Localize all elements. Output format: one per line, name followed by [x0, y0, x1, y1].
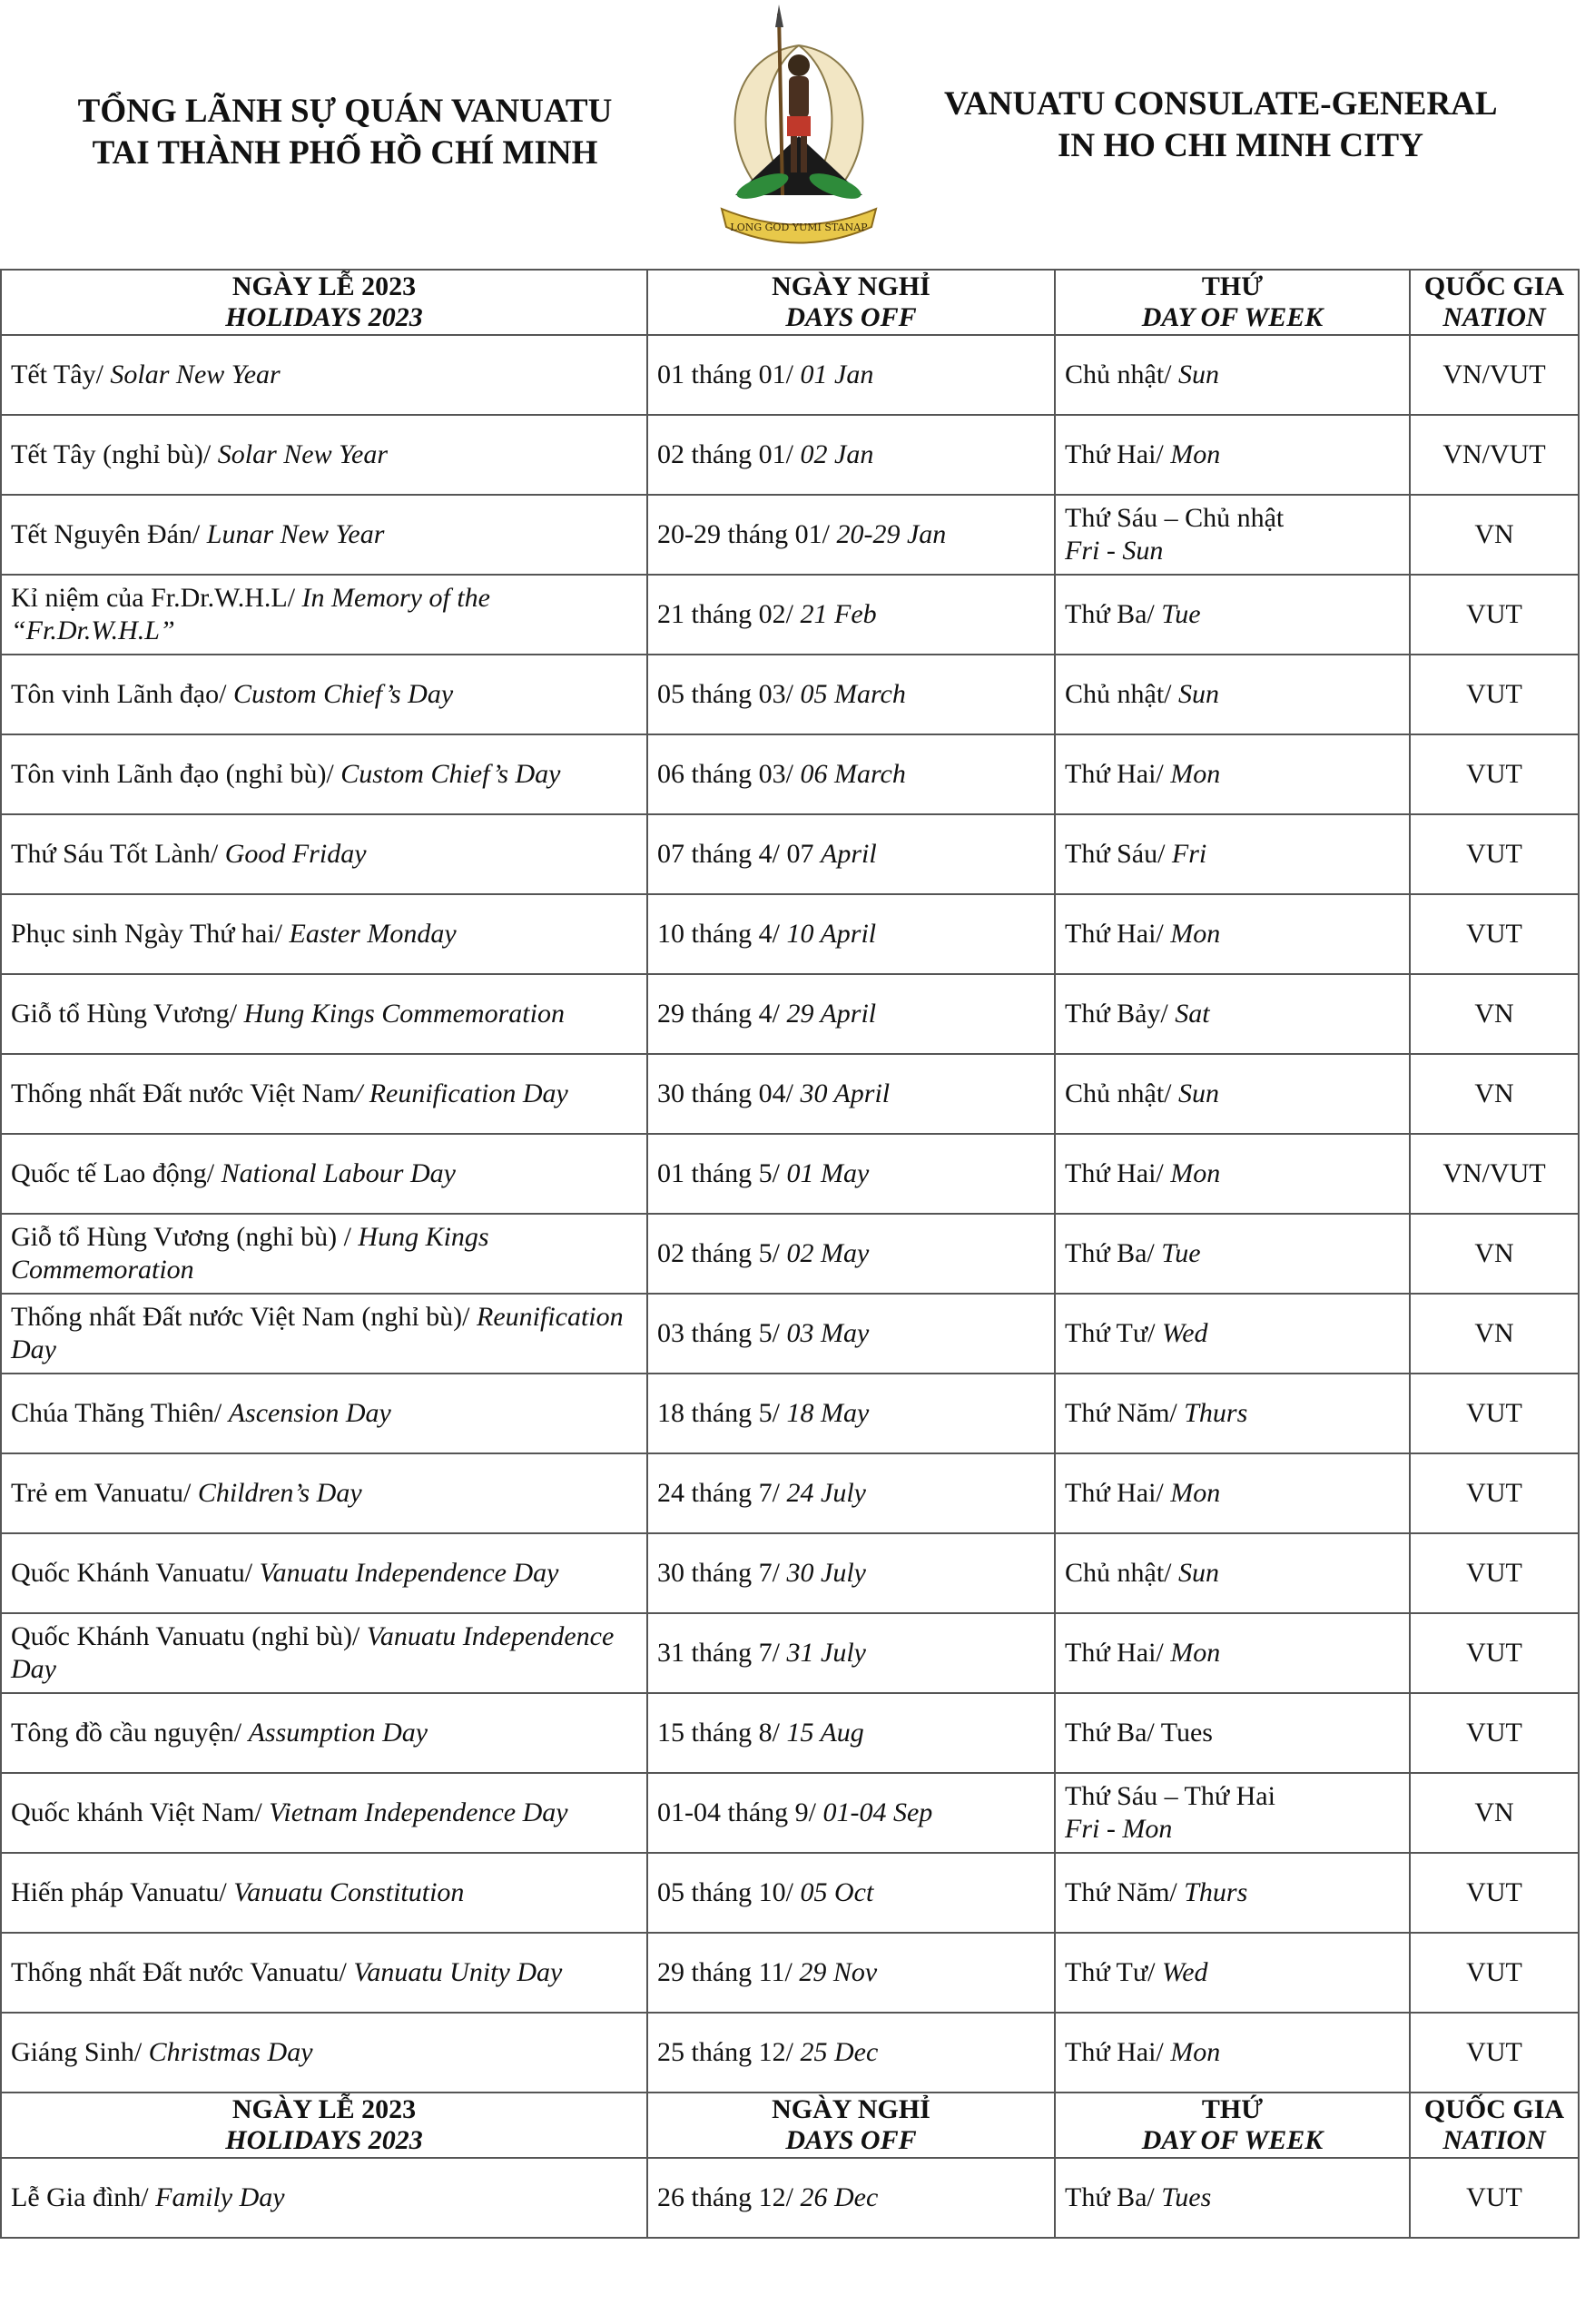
- holiday-name-vi: Tôn vinh Lãnh đạo (nghỉ bù)/: [11, 759, 341, 789]
- nation-cell: VN/VUT: [1410, 415, 1579, 495]
- holiday-name-en: Custom Chief’s Day: [232, 679, 454, 709]
- day-of-week-vi: Thứ Hai/: [1065, 2037, 1171, 2067]
- holiday-name-cell: [1, 734, 647, 814]
- holiday-name-en: Solar New Year: [110, 359, 281, 389]
- days-off-en: 01-04 Sep: [822, 1797, 933, 1827]
- days-off-vi: 24 tháng 7/: [657, 1478, 787, 1508]
- days-off-vi: 21 tháng 02/: [657, 599, 801, 629]
- nation-cell: VN: [1410, 1054, 1579, 1134]
- day-of-week-en: Tue: [1161, 1238, 1201, 1268]
- days-off-en: 24 July: [786, 1478, 866, 1508]
- days-off-en: 21 Feb: [800, 599, 877, 629]
- holiday-name-en: Assumption Day: [248, 1718, 428, 1748]
- day-of-week-vi: Chủ nhật/: [1065, 359, 1178, 389]
- table-row: [1, 2158, 1579, 2238]
- day-of-week-en: Wed: [1161, 1957, 1208, 1987]
- day-of-week-cell: [1055, 335, 1410, 415]
- header-holiday-en: HOLIDAYS 2023: [225, 2125, 423, 2155]
- nation-cell: VUT: [1410, 2158, 1579, 2238]
- holiday-name-en: Ascension Day: [228, 1398, 391, 1428]
- day-of-week-cell: [1055, 1214, 1410, 1294]
- days-off-vi: 06 tháng 03/: [657, 759, 801, 789]
- day-of-week-en: Mon: [1170, 439, 1221, 469]
- holiday-name-vi: Thống nhất Đất nước Việt Nam: [11, 1078, 355, 1108]
- header-holiday: [1, 2093, 647, 2158]
- holiday-name-cell: [1, 335, 647, 415]
- holiday-name-cell: [1, 2158, 647, 2238]
- table-row: [1, 1294, 1579, 1374]
- vanuatu-coat-of-arms-emblem: [699, 0, 899, 250]
- days-off-cell: [647, 1134, 1055, 1214]
- day-of-week-en: Mon: [1170, 1478, 1221, 1508]
- holiday-name-en: / Reunification Day: [354, 1078, 568, 1108]
- holiday-name-en: Solar New Year: [217, 439, 388, 469]
- table-row: [1, 974, 1579, 1054]
- holiday-name-en: Vietnam Independence Day: [269, 1797, 568, 1827]
- table-row: [1, 814, 1579, 894]
- holiday-name-cell: [1, 1294, 647, 1374]
- emblem-motto: LONG GOD YUMI STANAP: [730, 222, 868, 233]
- table-row: [1, 495, 1579, 575]
- days-off-cell: [647, 415, 1055, 495]
- holiday-name-vi: Chúa Thăng Thiên/: [11, 1398, 229, 1428]
- holiday-name-vi: Phục sinh Ngày Thứ hai/: [11, 919, 290, 949]
- days-off-vi: 02 tháng 01/: [657, 439, 801, 469]
- days-off-en: 01 Jan: [800, 359, 874, 389]
- days-off-vi: 01-04 tháng 9/: [657, 1797, 823, 1827]
- day-of-week-cell: [1055, 974, 1410, 1054]
- day-of-week-en: Sun: [1178, 1558, 1219, 1588]
- holiday-name-vi: Thứ Sáu Tốt Lành/: [11, 839, 225, 869]
- days-off-cell: [647, 495, 1055, 575]
- holiday-name-vi: Kỉ niệm của Fr.Dr.W.H.L/: [11, 583, 302, 613]
- letterhead: [0, 0, 1585, 263]
- header-nation: [1410, 2093, 1579, 2158]
- day-of-week-vi: Thứ Ba/ Tues: [1065, 1718, 1213, 1748]
- nation-cell: VUT: [1410, 814, 1579, 894]
- day-of-week-vi: Thứ Ba/: [1065, 2182, 1162, 2212]
- holiday-name-cell: [1, 1613, 647, 1693]
- header-holiday-vi: NGÀY LỄ 2023: [231, 2094, 417, 2124]
- days-off-en: 30 April: [800, 1078, 891, 1108]
- header-days-off: [647, 270, 1055, 335]
- header-day-of-week-en: DAY OF WEEK: [1141, 2125, 1324, 2155]
- day-of-week-en: Thurs: [1184, 1398, 1248, 1428]
- holiday-name-vi: Quốc Khánh Vanuatu (nghỉ bù)/: [11, 1621, 367, 1651]
- days-off-vi: 25 tháng 12/: [657, 2037, 801, 2067]
- day-of-week-vi: Chủ nhật/: [1065, 1558, 1178, 1588]
- table-row: [1, 1773, 1579, 1853]
- day-of-week-cell: [1055, 2013, 1410, 2093]
- header-days-off-en: DAYS OFF: [785, 2125, 917, 2155]
- days-off-en: 29 Nov: [799, 1957, 878, 1987]
- holiday-name-en: Custom Chief’s Day: [340, 759, 561, 789]
- holiday-name-cell: [1, 974, 647, 1054]
- day-of-week-vi: Thứ Ba/: [1065, 1238, 1162, 1268]
- days-off-cell: [647, 2158, 1055, 2238]
- days-off-vi: 05 tháng 03/: [657, 679, 801, 709]
- day-of-week-en: Tue: [1161, 599, 1201, 629]
- days-off-vi: 01 tháng 5/: [657, 1158, 787, 1188]
- header-nation: [1410, 270, 1579, 335]
- holiday-name-vi: Giỗ tổ Hùng Vương/: [11, 999, 244, 1029]
- header-days-off: [647, 2093, 1055, 2158]
- holiday-name-vi: Giáng Sinh/: [11, 2037, 149, 2067]
- days-off-vi: 05 tháng 10/: [657, 1877, 801, 1907]
- header-days-off-vi: NGÀY NGHỈ: [772, 271, 930, 301]
- day-of-week-en: Sat: [1175, 999, 1210, 1029]
- table-row: [1, 335, 1579, 415]
- nation-cell: VN: [1410, 974, 1579, 1054]
- day-of-week-cell: [1055, 734, 1410, 814]
- day-of-week-en: Mon: [1170, 2037, 1221, 2067]
- header-holiday-vi: NGÀY LỄ 2023: [231, 271, 417, 301]
- day-of-week-cell: [1055, 1294, 1410, 1374]
- days-off-en: 03 May: [786, 1318, 870, 1348]
- table-row: [1, 655, 1579, 734]
- table-row: [1, 575, 1579, 655]
- nation-cell: VUT: [1410, 2013, 1579, 2093]
- days-off-cell: [647, 1933, 1055, 2013]
- day-of-week-vi: Thứ Hai/: [1065, 1638, 1171, 1668]
- header-days-off-vi: NGÀY NGHỈ: [772, 2094, 930, 2124]
- holiday-name-cell: [1, 1134, 647, 1214]
- day-of-week-cell: [1055, 655, 1410, 734]
- day-of-week-cell: [1055, 1054, 1410, 1134]
- days-off-vi: 02 tháng 5/: [657, 1238, 787, 1268]
- day-of-week-vi: Thứ Năm/: [1065, 1877, 1185, 1907]
- day-of-week-vi: Thứ Năm/: [1065, 1398, 1185, 1428]
- holiday-name-vi: Thống nhất Đất nước Vanuatu/: [11, 1957, 354, 1987]
- day-of-week-en: Mon: [1170, 759, 1221, 789]
- nation-cell: VUT: [1410, 575, 1579, 655]
- day-of-week-en: Fri: [1171, 839, 1207, 869]
- days-off-cell: [647, 734, 1055, 814]
- days-off-cell: [647, 1214, 1055, 1294]
- day-of-week-vi: Thứ Sáu – Chủ nhật: [1065, 503, 1285, 533]
- day-of-week-vi: Thứ Bảy/: [1065, 999, 1176, 1029]
- day-of-week-cell: [1055, 1134, 1410, 1214]
- days-off-cell: [647, 1294, 1055, 1374]
- days-off-cell: [647, 1853, 1055, 1933]
- consulate-name-en-line2: IN HO CHI MINH CITY: [1058, 127, 1423, 164]
- holiday-name-vi: Hiến pháp Vanuatu/: [11, 1877, 234, 1907]
- nation-cell: VUT: [1410, 1693, 1579, 1773]
- day-of-week-cell: [1055, 1453, 1410, 1533]
- consulate-name-vietnamese: [45, 91, 645, 174]
- days-off-vi: 30 tháng 7/: [657, 1558, 787, 1588]
- holiday-name-en: Reunification Day: [11, 1302, 624, 1364]
- table-row: [1, 2013, 1579, 2093]
- holiday-name-en: Good Friday: [224, 839, 367, 869]
- days-off-en: 02 Jan: [800, 439, 874, 469]
- day-of-week-en: Sun: [1178, 1078, 1219, 1108]
- days-off-cell: [647, 2013, 1055, 2093]
- holiday-name-cell: [1, 1374, 647, 1453]
- nation-cell: VUT: [1410, 894, 1579, 974]
- days-off-en: 10 April: [786, 919, 877, 949]
- holiday-name-cell: [1, 814, 647, 894]
- nation-cell: VUT: [1410, 1453, 1579, 1533]
- consulate-name-vi-line1: TỔNG LÃNH SỰ QUÁN VANUATU: [77, 93, 613, 130]
- day-of-week-vi: Thứ Hai/: [1065, 1158, 1171, 1188]
- holiday-name-cell: [1, 1853, 647, 1933]
- days-off-cell: [647, 1773, 1055, 1853]
- header-days-off-en: DAYS OFF: [785, 302, 917, 332]
- table-row: [1, 1214, 1579, 1294]
- day-of-week-vi: Thứ Tư/: [1065, 1957, 1162, 1987]
- holiday-name-cell: [1, 655, 647, 734]
- day-of-week-cell: [1055, 415, 1410, 495]
- holiday-name-cell: [1, 495, 647, 575]
- nation-cell: VN: [1410, 1214, 1579, 1294]
- nation-cell: VN: [1410, 1294, 1579, 1374]
- holiday-name-en: In Memory of the “Fr.Dr.W.H.L”: [11, 583, 490, 645]
- day-of-week-vi: Thứ Hai/: [1065, 919, 1171, 949]
- header-nation-en: NATION: [1442, 302, 1546, 332]
- day-of-week-vi: Chủ nhật/: [1065, 679, 1178, 709]
- holidays-table-body: [1, 270, 1579, 2238]
- holiday-name-cell: [1, 575, 647, 655]
- nation-cell: VUT: [1410, 655, 1579, 734]
- header-holiday-en: HOLIDAYS 2023: [225, 302, 423, 332]
- holiday-name-en: Easter Monday: [289, 919, 457, 949]
- days-off-cell: [647, 1613, 1055, 1693]
- header-day-of-week-vi: THỨ: [1201, 2094, 1264, 2124]
- days-off-vi: 10 tháng 4/: [657, 919, 787, 949]
- days-off-en: 01 May: [786, 1158, 870, 1188]
- holiday-name-cell: [1, 2013, 647, 2093]
- holiday-name-en: Vanuatu Independence Day: [11, 1621, 615, 1684]
- day-of-week-cell: [1055, 1374, 1410, 1453]
- day-of-week-cell: [1055, 1933, 1410, 2013]
- days-off-cell: [647, 1374, 1055, 1453]
- nation-cell: VUT: [1410, 1533, 1579, 1613]
- holiday-name-cell: [1, 1933, 647, 2013]
- header-holiday: [1, 270, 647, 335]
- holiday-name-vi: Quốc Khánh Vanuatu/: [11, 1558, 260, 1588]
- header-nation-vi: QUỐC GIA: [1423, 2094, 1565, 2124]
- nation-cell: VUT: [1410, 1853, 1579, 1933]
- consulate-name-english: [944, 84, 1585, 167]
- consulate-name-en-line1: VANUATU CONSULATE-GENERAL: [944, 85, 1498, 123]
- consulate-name-vi-line2: TAI THÀNH PHỐ HỒ CHÍ MINH: [92, 134, 598, 172]
- day-of-week-vi: Thứ Hai/: [1065, 1478, 1171, 1508]
- day-of-week-vi: Thứ Hai/: [1065, 759, 1171, 789]
- days-off-en: 15 Aug: [786, 1718, 864, 1748]
- holiday-name-en: Christmas Day: [148, 2037, 313, 2067]
- holiday-name-vi: Quốc khánh Việt Nam/: [11, 1797, 270, 1827]
- days-off-en: 06 March: [800, 759, 906, 789]
- day-of-week-cell: [1055, 894, 1410, 974]
- table-row: [1, 1853, 1579, 1933]
- day-of-week-cell: [1055, 1693, 1410, 1773]
- table-row: [1, 1134, 1579, 1214]
- days-off-vi: 07 tháng 4/ 07: [657, 839, 821, 869]
- holiday-name-en: National Labour Day: [221, 1158, 456, 1188]
- day-of-week-en: Thurs: [1184, 1877, 1248, 1907]
- nation-cell: VN/VUT: [1410, 1134, 1579, 1214]
- holiday-name-en: Hung Kings Commemoration: [11, 1222, 489, 1285]
- nation-cell: VN/VUT: [1410, 335, 1579, 415]
- days-off-en: 02 May: [786, 1238, 870, 1268]
- day-of-week-cell: [1055, 814, 1410, 894]
- holiday-name-cell: [1, 1773, 647, 1853]
- day-of-week-en: Sun: [1178, 359, 1219, 389]
- days-off-cell: [647, 655, 1055, 734]
- days-off-cell: [647, 894, 1055, 974]
- holiday-name-vi: Giỗ tổ Hùng Vương (nghỉ bù) /: [11, 1222, 359, 1252]
- days-off-cell: [647, 335, 1055, 415]
- day-of-week-vi: Thứ Sáu – Thứ Hai: [1065, 1781, 1275, 1811]
- holidays-table: [0, 269, 1580, 2239]
- table-row: [1, 415, 1579, 495]
- holiday-name-cell: [1, 1054, 647, 1134]
- day-of-week-en: Tues: [1161, 2182, 1212, 2212]
- holiday-name-cell: [1, 1214, 647, 1294]
- days-off-en: 31 July: [786, 1638, 866, 1668]
- holiday-name-vi: Tết Nguyên Đán/: [11, 519, 207, 549]
- day-of-week-en: Sun: [1178, 679, 1219, 709]
- day-of-week-cell: [1055, 495, 1410, 575]
- holiday-name-vi: Lễ Gia đình/: [11, 2182, 156, 2212]
- days-off-vi: 31 tháng 7/: [657, 1638, 787, 1668]
- table-row: [1, 1374, 1579, 1453]
- days-off-vi: 26 tháng 12/: [657, 2182, 801, 2212]
- holiday-name-en: Vanuatu Independence Day: [259, 1558, 559, 1588]
- holiday-name-vi: Tông đồ cầu nguyện/: [11, 1718, 249, 1748]
- day-of-week-en: Mon: [1170, 1638, 1221, 1668]
- day-of-week-cell: [1055, 2158, 1410, 2238]
- holiday-name-vi: Tết Tây/: [11, 359, 111, 389]
- table-row: [1, 1453, 1579, 1533]
- holiday-name-vi: Tết Tây (nghỉ bù)/: [11, 439, 218, 469]
- holiday-name-en: Family Day: [155, 2182, 285, 2212]
- holiday-name-cell: [1, 415, 647, 495]
- table-header-row: [1, 270, 1579, 335]
- nation-cell: VUT: [1410, 1613, 1579, 1693]
- holiday-name-cell: [1, 1693, 647, 1773]
- holiday-name-en: Vanuatu Unity Day: [353, 1957, 563, 1987]
- header-nation-en: NATION: [1442, 2125, 1546, 2155]
- nation-cell: VN: [1410, 495, 1579, 575]
- days-off-en: 29 April: [786, 999, 877, 1029]
- days-off-cell: [647, 1453, 1055, 1533]
- table-row: [1, 1613, 1579, 1693]
- days-off-vi: 03 tháng 5/: [657, 1318, 787, 1348]
- day-of-week-vi: Thứ Hai/: [1065, 439, 1171, 469]
- holiday-name-vi: Thống nhất Đất nước Việt Nam (nghỉ bù)/: [11, 1302, 477, 1332]
- nation-cell: VUT: [1410, 1374, 1579, 1453]
- header-day-of-week-vi: THỨ: [1201, 271, 1264, 301]
- days-off-en: 20-29 Jan: [836, 519, 947, 549]
- table-row: [1, 894, 1579, 974]
- day-of-week-cell: [1055, 1533, 1410, 1613]
- table-row: [1, 1533, 1579, 1613]
- holiday-name-cell: [1, 894, 647, 974]
- days-off-vi: 29 tháng 4/: [657, 999, 787, 1029]
- days-off-en: 26 Dec: [800, 2182, 879, 2212]
- holiday-name-en: Children’s Day: [197, 1478, 362, 1508]
- table-row: [1, 1054, 1579, 1134]
- day-of-week-en: Mon: [1170, 919, 1221, 949]
- header-nation-vi: QUỐC GIA: [1423, 271, 1565, 301]
- days-off-cell: [647, 575, 1055, 655]
- days-off-cell: [647, 1533, 1055, 1613]
- day-of-week-cell: [1055, 1613, 1410, 1693]
- day-of-week-en: Mon: [1170, 1158, 1221, 1188]
- day-of-week-vi: Thứ Tư/: [1065, 1318, 1162, 1348]
- days-off-en: 05 March: [800, 679, 906, 709]
- table-row: [1, 1693, 1579, 1773]
- nation-cell: VUT: [1410, 1933, 1579, 2013]
- days-off-en: April: [821, 839, 877, 869]
- holiday-name-en: Lunar New Year: [206, 519, 385, 549]
- holiday-name-en: Vanuatu Constitution: [233, 1877, 465, 1907]
- holiday-name-cell: [1, 1453, 647, 1533]
- days-off-en: 30 July: [786, 1558, 866, 1588]
- holiday-name-vi: Trẻ em Vanuatu/: [11, 1478, 198, 1508]
- day-of-week-en: Wed: [1161, 1318, 1208, 1348]
- days-off-en: 05 Oct: [800, 1877, 874, 1907]
- days-off-en: 25 Dec: [800, 2037, 879, 2067]
- day-of-week-vi: Thứ Sáu/: [1065, 839, 1172, 869]
- table-row: [1, 734, 1579, 814]
- days-off-cell: [647, 1054, 1055, 1134]
- days-off-vi: 20-29 tháng 01/: [657, 519, 837, 549]
- header-day-of-week-en: DAY OF WEEK: [1141, 302, 1324, 332]
- days-off-vi: 30 tháng 04/: [657, 1078, 801, 1108]
- days-off-cell: [647, 814, 1055, 894]
- days-off-cell: [647, 974, 1055, 1054]
- day-of-week-vi: Chủ nhật/: [1065, 1078, 1178, 1108]
- days-off-cell: [647, 1693, 1055, 1773]
- header-day-of-week: [1055, 2093, 1410, 2158]
- holiday-name-vi: Tôn vinh Lãnh đạo/: [11, 679, 233, 709]
- holiday-name-cell: [1, 1533, 647, 1613]
- day-of-week-cell: [1055, 1853, 1410, 1933]
- day-of-week-en: Fri - Mon: [1065, 1814, 1173, 1844]
- nation-cell: VN: [1410, 1773, 1579, 1853]
- holiday-name-vi: Quốc tế Lao động/: [11, 1158, 222, 1188]
- days-off-vi: 15 tháng 8/: [657, 1718, 787, 1748]
- table-row: [1, 1933, 1579, 2013]
- day-of-week-cell: [1055, 575, 1410, 655]
- days-off-vi: 01 tháng 01/: [657, 359, 801, 389]
- holiday-name-en: Hung Kings Commemoration: [243, 999, 565, 1029]
- days-off-vi: 18 tháng 5/: [657, 1398, 787, 1428]
- days-off-vi: 29 tháng 11/: [657, 1957, 800, 1987]
- day-of-week-vi: Thứ Ba/: [1065, 599, 1162, 629]
- days-off-en: 18 May: [786, 1398, 870, 1428]
- header-day-of-week: [1055, 270, 1410, 335]
- nation-cell: VUT: [1410, 734, 1579, 814]
- day-of-week-en: Fri - Sun: [1065, 536, 1164, 566]
- table-header-row-repeat: [1, 2093, 1579, 2158]
- day-of-week-cell: [1055, 1773, 1410, 1853]
